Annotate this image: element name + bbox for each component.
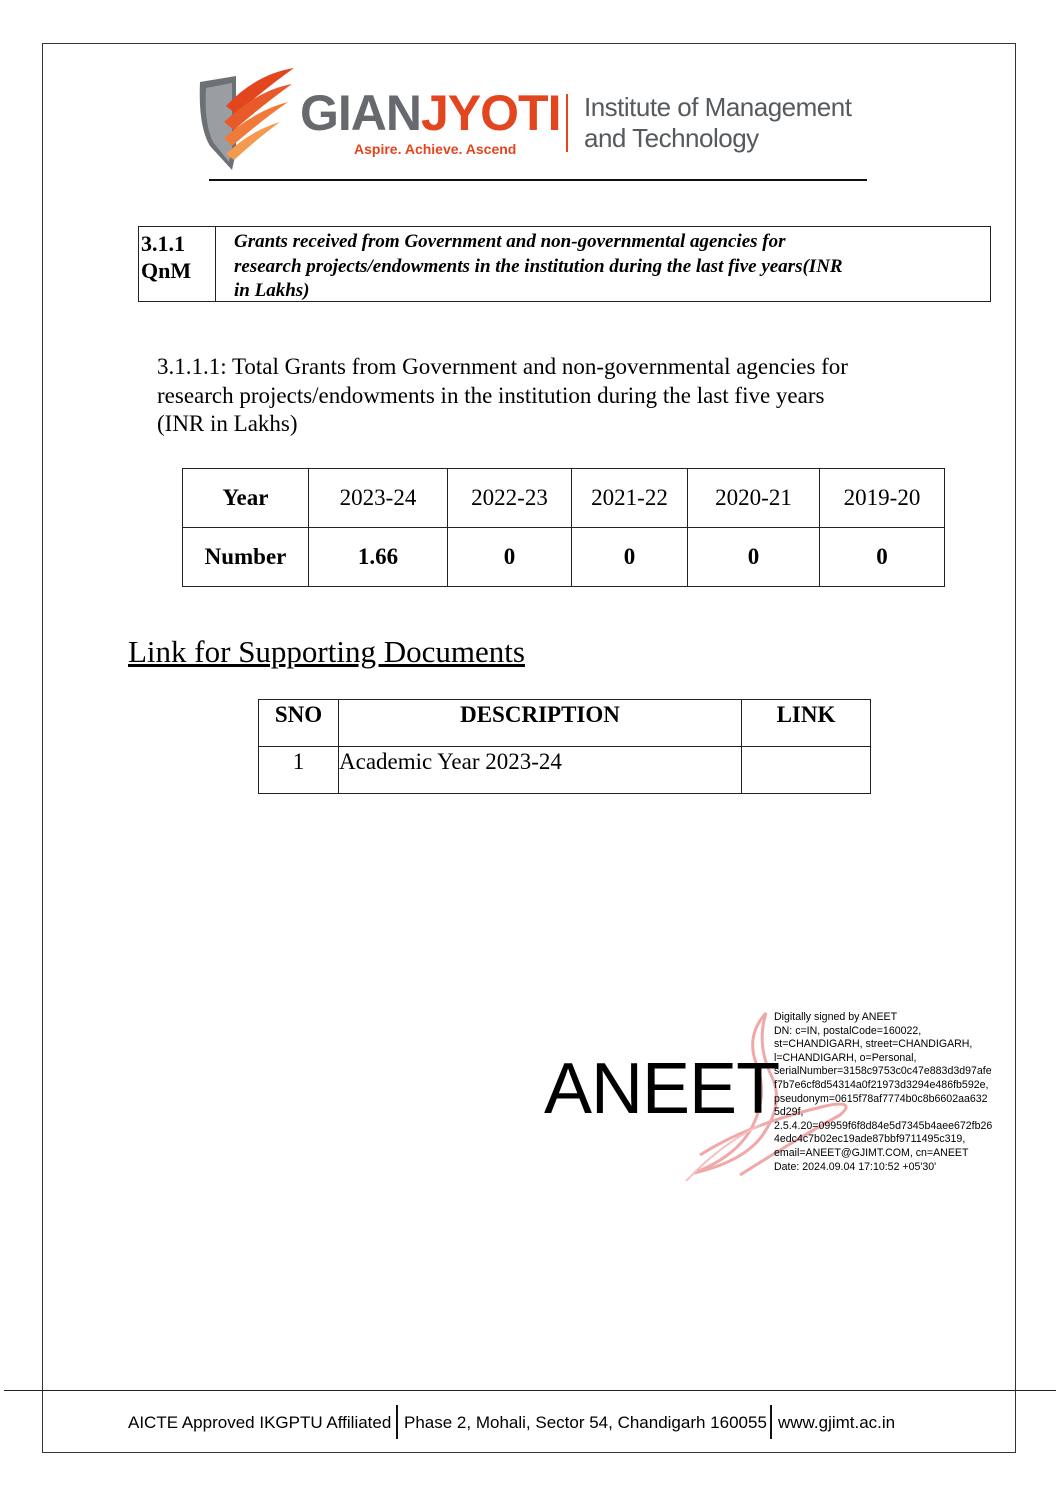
criterion-code-type: QnM [141,258,192,283]
signature-detail-line: f7b7e6cf8d54314a0f21973d3294e486fb592e, [774,1078,989,1091]
signature-detail-line: pseudonym=0615f78af7774b0c8b6602aa632 [774,1092,988,1105]
row-label-year: Year [183,469,309,528]
value-cell: 0 [820,528,945,587]
footer-separator [770,1405,772,1439]
value-cell: 1.66 [309,528,448,587]
footer-separator [396,1405,398,1439]
footer-rule [4,1390,1056,1391]
signature-detail-line: 4edc4c7b02ec19ade87bbf9711495c319, [774,1133,966,1146]
metric-description [157,353,937,439]
criterion-code-number: 3.1.1 [141,231,185,256]
value-cell: 0 [688,528,820,587]
signature-name: ANEET [544,1049,780,1129]
logo-separator [566,94,568,152]
criterion-box [138,226,991,302]
column-header-sno: SNO [259,700,339,747]
table-row [183,469,945,528]
signature-detail-line: 5d29f, [774,1106,804,1119]
footer-address: Phase 2, Mohali, Sector 54, Chandigarh 160055 [404,1413,767,1432]
metric-line: 3.1.1.1: Total Grants from Government and non-governmental agencies for [157,354,848,379]
criterion-description [234,230,934,304]
table-header-row [259,700,871,747]
grants-year-table [182,468,945,587]
digital-signature-details [774,1011,1014,1174]
signature-detail-line: 2.5.4.20=09959f6f8d84e5d7345b4aee672fb26 [774,1119,993,1132]
logo-word-gian: GIAN [300,85,421,141]
criterion-description-line: research projects/endowments in the institution during the last five years(INR [234,255,843,277]
logo-tagline: Aspire. Achieve. Ascend [354,141,517,157]
row-label-number: Number [183,528,309,587]
shield-logo-icon [196,66,296,174]
signature-detail-line: email=ANEET@GJIMT.COM, cn=ANEET [774,1146,969,1159]
column-header-description: DESCRIPTION [339,700,742,747]
signature-detail-line: Digitally signed by ANEET [774,1011,898,1023]
institute-name-line2: and Technology [584,123,759,153]
value-cell: 0 [572,528,688,587]
institute-name [584,92,851,154]
signature-detail-line: serialNumber=3158c9753c0c47e883d3d97afe [774,1065,992,1078]
year-cell: 2023-24 [309,469,448,528]
signature-detail-line: Date: 2024.09.04 17:10:52 +05'30' [774,1160,937,1173]
signature-detail-line: st=CHANDIGARH, street=CHANDIGARH, [774,1038,973,1051]
logo-wordmark [300,85,561,141]
year-cell: 2019-20 [820,469,945,528]
institute-logo [196,66,866,178]
criterion-description-line: Grants received from Government and non-governmental agencies for [234,231,786,252]
column-header-link: LINK [742,700,871,747]
value-cell: 0 [448,528,572,587]
footer-website-link[interactable]: www.gjimt.ac.in [778,1413,896,1432]
year-cell: 2020-21 [688,469,820,528]
signature-detail-line: DN: c=IN, postalCode=160022, [774,1024,922,1037]
cell-sno: 1 [259,747,339,794]
table-row [183,528,945,587]
cell-link[interactable] [742,747,871,794]
logo-word-jyoti: JYOTI [421,85,561,141]
footer-affiliation: AICTE Approved IKGPTU Affiliated [128,1413,392,1432]
header-rule [209,179,867,181]
year-cell: 2022-23 [448,469,572,528]
metric-line: (INR in Lakhs) [157,411,298,436]
metric-line: research projects/endowments in the institution during the last five years [157,382,825,408]
institute-name-line1: Institute of Management [584,92,852,122]
criterion-code [139,227,216,301]
year-cell: 2021-22 [572,469,688,528]
criterion-description-line: in Lakhs) [234,280,310,301]
cell-description: Academic Year 2023-24 [339,747,742,794]
signature-detail-line: l=CHANDIGARH, o=Personal, [774,1051,917,1064]
supporting-documents-table [258,699,871,794]
supporting-documents-heading: Link for Supporting Documents [128,634,525,669]
table-row [259,747,871,794]
